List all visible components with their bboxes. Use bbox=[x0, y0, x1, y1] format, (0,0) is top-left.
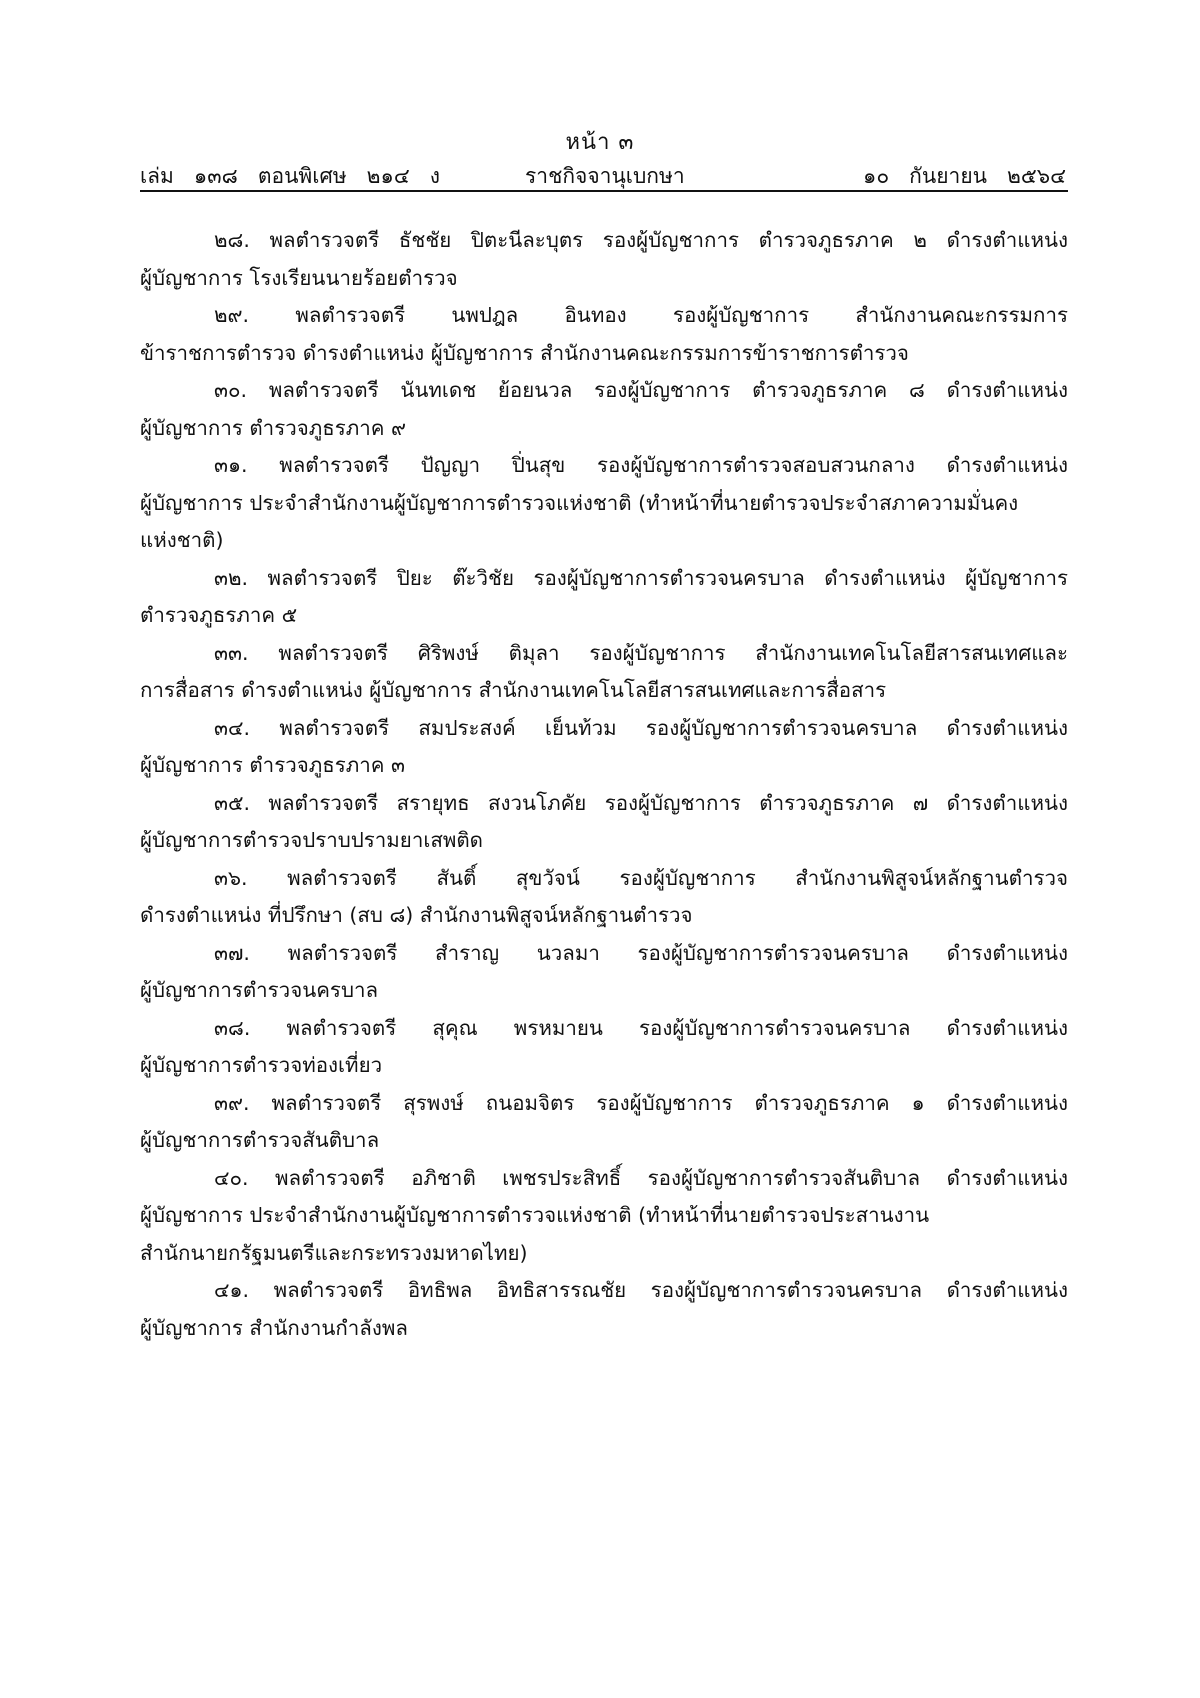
entry-37 bbox=[140, 935, 1068, 1010]
entry-28 bbox=[140, 222, 1068, 297]
entry-line: ข้าราชการตำรวจ ดำรงตำแหน่ง ผู้บัญชาการ สำนักงานคณะกรรมการข้าราชการตำรวจ bbox=[140, 340, 909, 365]
entry-line: ผู้บัญชาการ สำนักงานกำลังพล bbox=[140, 1315, 408, 1340]
entry-line: ๓๘. พลตำรวจตรี สุคุณ พรหมายน รองผู้บัญชาการตำรวจนครบาล ดำรงตำแหน่ง bbox=[214, 1015, 1068, 1040]
entry-39 bbox=[140, 1085, 1068, 1160]
entry-34 bbox=[140, 710, 1068, 785]
entry-line: ๓๖. พลตำรวจตรี สันติ์ สุขวัจน์ รองผู้บัญชาการ สำนักงานพิสูจน์หลักฐานตำรวจ bbox=[214, 865, 1068, 890]
entry-line: ผู้บัญชาการ โรงเรียนนายร้อยตำรวจ bbox=[140, 265, 458, 290]
entry-line: ผู้บัญชาการ ตำรวจภูธรภาค ๙ bbox=[140, 415, 407, 440]
entry-line: ๒๙. พลตำรวจตรี นพปฎล อินทอง รองผู้บัญชาการ สำนักงานคณะกรรมการ bbox=[214, 303, 1068, 327]
entry-line: ๓๑. พลตำรวจตรี ปัญญา ปิ่นสุข รองผู้บัญชาการตำรวจสอบสวนกลาง ดำรงตำแหน่ง bbox=[214, 453, 1068, 477]
entry-32 bbox=[140, 560, 1068, 635]
entry-line: ผู้บัญชาการตำรวจนครบาล bbox=[140, 978, 379, 1002]
entry-line: ๓๔. พลตำรวจตรี สมประสงค์ เย็นท้วม รองผู้บัญชาการตำรวจนครบาล ดำรงตำแหน่ง bbox=[214, 715, 1068, 740]
entry-40 bbox=[140, 1160, 1068, 1273]
entry-line: ๔๐. พลตำรวจตรี อภิชาติ เพชรประสิทธิ์ รองผู้บัญชาการตำรวจสันติบาล ดำรงตำแหน่ง bbox=[214, 1165, 1068, 1190]
entry-line: สำนักนายกรัฐมนตรีและกระทรวงมหาดไทย) bbox=[140, 1240, 528, 1265]
page-number: หน้า ๓ bbox=[565, 130, 635, 155]
entry-line: ๓๙. พลตำรวจตรี สุรพงษ์ ถนอมจิตร รองผู้บัญชาการ ตำรวจภูธรภาค ๑ ดำรงตำแหน่ง bbox=[214, 1090, 1068, 1115]
entry-line: ผู้บัญชาการ ประจำสำนักงานผู้บัญชาการตำรวจแห่งชาติ (ทำหน้าที่นายตำรวจประสานงาน bbox=[140, 1203, 930, 1227]
entry-line: ผู้บัญชาการตำรวจท่องเที่ยว bbox=[140, 1053, 383, 1077]
appointment-list bbox=[140, 222, 1068, 1347]
entry-line: ๒๘. พลตำรวจตรี ธัชชัย ปิตะนีละบุตร รองผู้บัญชาการ ตำรวจภูธรภาค ๒ ดำรงตำแหน่ง bbox=[214, 228, 1068, 252]
entry-line: ๓๓. พลตำรวจตรี ศิริพงษ์ ติมุลา รองผู้บัญชาการ สำนักงานเทคโนโลยีสารสนเทศและ bbox=[214, 640, 1068, 665]
publication-date: ๑๐ กันยายน ๒๕๖๔ bbox=[863, 164, 1066, 188]
entry-line: ๔๑. พลตำรวจตรี อิทธิพล อิทธิสารรณชัย รองผู้บัญชาการตำรวจนครบาล ดำรงตำแหน่ง bbox=[214, 1278, 1068, 1302]
entry-line: ผู้บัญชาการตำรวจปราบปรามยาเสพติด bbox=[140, 828, 483, 852]
entry-line: แห่งชาติ) bbox=[140, 528, 224, 552]
entry-41 bbox=[140, 1272, 1068, 1347]
entry-33 bbox=[140, 635, 1068, 710]
entry-line: ๓๕. พลตำรวจตรี สรายุทธ สงวนโภคัย รองผู้บัญชาการ ตำรวจภูธรภาค ๗ ดำรงตำแหน่ง bbox=[214, 790, 1068, 815]
entry-line: ผู้บัญชาการตำรวจสันติบาล bbox=[140, 1128, 380, 1152]
entry-38 bbox=[140, 1010, 1068, 1085]
gazette-header bbox=[140, 158, 1068, 192]
gazette-name: ราชกิจจานุเบกษา bbox=[525, 164, 685, 188]
entry-31 bbox=[140, 447, 1068, 560]
entry-36 bbox=[140, 860, 1068, 935]
entry-line: ๓๒. พลตำรวจตรี ปิยะ ต๊ะวิชัย รองผู้บัญชาการตำรวจนครบาล ดำรงตำแหน่ง ผู้บัญชาการ bbox=[214, 565, 1068, 590]
entry-line: ผู้บัญชาการ ประจำสำนักงานผู้บัญชาการตำรวจแห่งชาติ (ทำหน้าที่นายตำรวจประจำสภาความมั่นคง bbox=[140, 490, 1019, 515]
entry-line: ตำรวจภูธรภาค ๕ bbox=[140, 603, 298, 627]
volume-issue: เล่ม ๑๓๘ ตอนพิเศษ ๒๑๔ ง bbox=[140, 164, 440, 188]
entry-line: ๓๗. พลตำรวจตรี สำราญ นวลมา รองผู้บัญชาการตำรวจนครบาล ดำรงตำแหน่ง bbox=[214, 940, 1068, 965]
entry-line: ดำรงตำแหน่ง ที่ปรึกษา (สบ ๘) สำนักงานพิสูจน์หลักฐานตำรวจ bbox=[140, 903, 693, 927]
entry-line: ๓๐. พลตำรวจตรี นันทเดช ย้อยนวล รองผู้บัญชาการ ตำรวจภูธรภาค ๘ ดำรงตำแหน่ง bbox=[214, 378, 1068, 402]
entry-29 bbox=[140, 297, 1068, 372]
entry-line: การสื่อสาร ดำรงตำแหน่ง ผู้บัญชาการ สำนักงานเทคโนโลยีสารสนเทศและการสื่อสาร bbox=[140, 678, 887, 702]
entry-line: ผู้บัญชาการ ตำรวจภูธรภาค ๓ bbox=[140, 753, 406, 777]
entry-35 bbox=[140, 785, 1068, 860]
entry-30 bbox=[140, 372, 1068, 447]
